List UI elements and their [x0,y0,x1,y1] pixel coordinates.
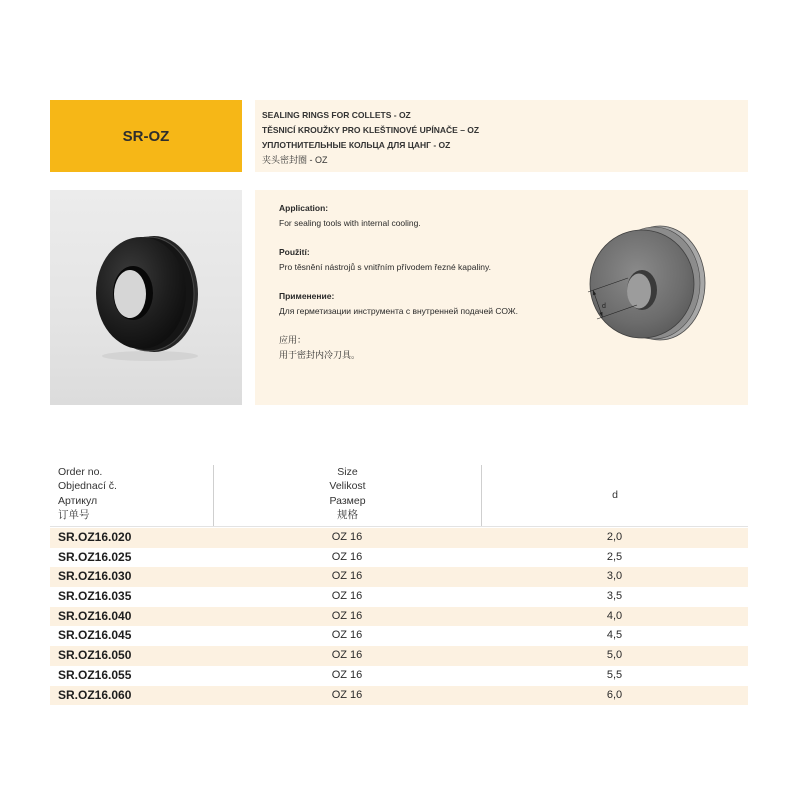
header-label: Артикул [58,494,98,507]
application-heading: Application: [279,203,329,213]
product-code-banner [50,100,242,172]
application-description: 用于密封内冷刀具。 [279,349,361,360]
order-number: SR.OZ16.050 [58,648,132,663]
size-value: OZ 16 [331,629,363,642]
size-value: OZ 16 [331,531,363,543]
order-number: SR.OZ16.060 [58,687,132,702]
header-label: Order no. [58,466,103,478]
table-row [50,567,748,587]
column-header-order-no [50,465,213,526]
application-description: Pro těsnění nástrojů s vnitřním přívodem řezné kapaliny. [279,261,491,272]
application-description: Для герметизации инструмента с внутренней подачей СОЖ. [279,305,518,316]
application-section-english [279,201,569,230]
table-row [50,666,748,686]
order-number: SR.OZ16.030 [58,569,132,584]
size-value: OZ 16 [331,649,363,662]
table-row [50,528,748,548]
d-value: 2,5 [606,550,623,563]
title-czech: TĚSNICÍ KROUŽKY PRO KLEŠTINOVÉ UPÍNAČE – OZ [262,125,480,135]
d-value: 6,0 [606,688,623,701]
table-row [50,548,748,568]
product-photo [50,190,242,405]
size-value: OZ 16 [331,550,363,563]
table-row [50,646,748,666]
size-value: OZ 16 [331,609,363,622]
dimension-label: d [602,303,606,310]
product-code: SR-OZ [122,127,170,145]
size-value: OZ 16 [331,590,363,603]
size-value: OZ 16 [331,668,363,681]
header-divider [50,526,748,527]
table-header [50,465,748,526]
table-row [50,626,748,646]
application-section-russian [279,289,569,318]
header-label: Objednací č. [58,480,117,493]
header-label: d [612,489,618,502]
d-value: 3,5 [606,590,623,603]
column-header-d [481,465,748,526]
d-value: 3,0 [606,570,623,583]
order-number: SR.OZ16.035 [58,589,132,604]
header-label: 规格 [337,508,358,521]
table-row [50,587,748,607]
header-label: Velikost [329,480,366,493]
application-section-chinese [279,333,569,362]
d-value: 5,5 [606,668,623,681]
d-value: 5,0 [606,649,623,662]
title-english: SEALING RINGS FOR COLLETS - OZ [262,110,411,120]
d-value: 4,0 [606,609,623,622]
application-panel [255,190,748,405]
size-value: OZ 16 [331,688,363,701]
sealing-ring-drawing [580,220,715,345]
ring-shadow [102,351,198,361]
order-number: SR.OZ16.045 [58,628,132,643]
drawing-hole [627,274,651,309]
table-row [50,686,748,706]
d-value: 4,5 [606,629,623,642]
application-description: For sealing tools with internal cooling. [279,217,421,228]
order-number: SR.OZ16.040 [58,608,132,623]
title-chinese: 夹头密封圈 - OZ [262,155,328,165]
header-label: Size [337,466,358,478]
order-table [50,465,748,707]
table-row [50,607,748,627]
header-label: Размер [329,494,366,507]
order-number: SR.OZ16.020 [58,530,132,544]
application-text [279,201,569,377]
order-number: SR.OZ16.055 [58,667,132,682]
ring-hole [114,270,146,318]
title-russian: УПЛОТНИТЕЛЬНЫЕ КОЛЬЦА ДЛЯ ЦАНГ - OZ [262,140,451,150]
application-heading: 应用： [279,335,307,345]
application-heading: Použití: [279,247,310,257]
sealing-ring-photo [50,190,242,405]
column-header-size [213,465,481,526]
order-number: SR.OZ16.025 [58,549,132,564]
size-value: OZ 16 [331,570,363,583]
table-body [50,528,748,705]
header-label: 订单号 [58,508,90,521]
application-heading: Применение: [279,291,335,301]
application-section-czech [279,245,569,274]
d-value: 2,0 [606,531,623,543]
product-title-panel [255,100,748,172]
